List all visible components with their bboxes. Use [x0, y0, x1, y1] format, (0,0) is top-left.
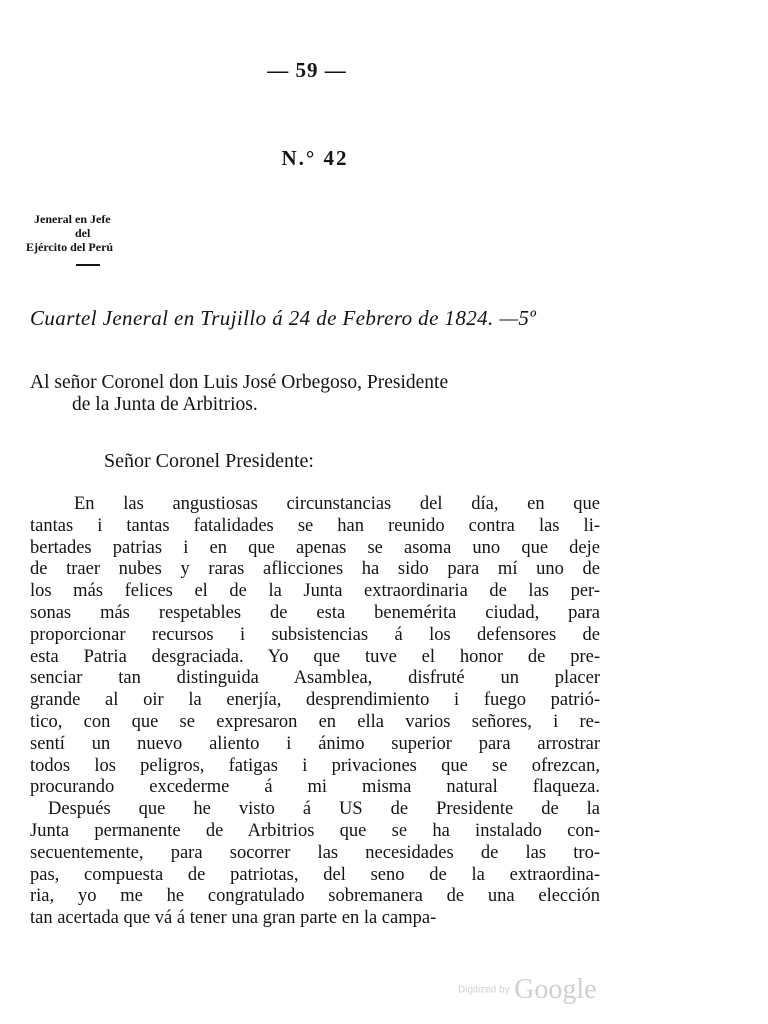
dateline: Cuartel Jeneral en Trujillo á 24 de Febrero de 1824. —5º [30, 306, 537, 330]
address-line: Al señor Coronel don Luis José Orbegoso, Presidente [30, 372, 449, 393]
body-line: tan acertada que vá á tener una gran parte en la campa- [30, 908, 437, 929]
body-line: Junta permanente de Arbitrios que se ha instalado con- [30, 820, 600, 841]
document-number: N.° 42 [281, 146, 349, 170]
page-number: — 59 — [267, 58, 347, 82]
sender-line: Ejército del Perú [26, 240, 114, 254]
sender-block [22, 212, 164, 266]
body-line: ria, yo me he congratulado sobremanera de una elección [30, 886, 600, 907]
body-line: grande al oir la enerjía, desprendimiento i fuego patrió- [30, 690, 600, 711]
address-block [30, 372, 610, 416]
salutation: Señor Coronel Presidente: [104, 450, 314, 472]
letter-body [30, 494, 600, 930]
body-line: pas, compuesta de patriotas, del seno de la extraordina- [30, 864, 600, 885]
body-line: de traer nubes y raras aflicciones ha sido para mí uno de [30, 559, 600, 580]
body-line: senciar tan distinguida Asamblea, disfruté un placer [30, 668, 600, 689]
sender-divider [76, 264, 100, 266]
sender-line: Jeneral en Jefe [34, 212, 111, 226]
body-line: En las angustiosas circunstancias del día, en que [74, 494, 600, 514]
digitized-watermark [458, 974, 597, 1006]
body-line: proporcionar recursos i subsistencias á los defensores de [30, 624, 600, 645]
watermark-brand: Google [514, 974, 597, 1005]
body-line: tico, con que se expresaron en ella varios señores, i re- [30, 711, 600, 732]
sender-line: del [75, 226, 91, 240]
watermark-prefix: Digitized by [458, 984, 510, 996]
body-line: sonas más respetables de esta benemérita ciudad, para [30, 602, 600, 623]
body-line: tantas i tantas fatalidades se han reunido contra las li- [30, 515, 600, 536]
body-line: procurando excederme á mi misma natural flaqueza. [30, 777, 600, 798]
address-line: de la Junta de Arbitrios. [72, 394, 258, 415]
body-line: los más felices el de la Junta extraordinaria de las per- [30, 581, 600, 602]
body-line: secuentemente, para socorrer las necesidades de las tro- [30, 842, 600, 863]
body-line: bertades patrias i en que apenas se asoma uno que deje [30, 537, 600, 558]
body-line: sentí un nuevo aliento i ánimo superior para arrostrar [30, 733, 600, 754]
body-line: todos los peligros, fatigas i privaciones que se ofrezcan, [30, 755, 600, 776]
body-line: esta Patria desgraciada. Yo que tuve el honor de pre- [30, 646, 600, 667]
body-line: Después que he visto á US de Presidente de la [48, 799, 600, 820]
